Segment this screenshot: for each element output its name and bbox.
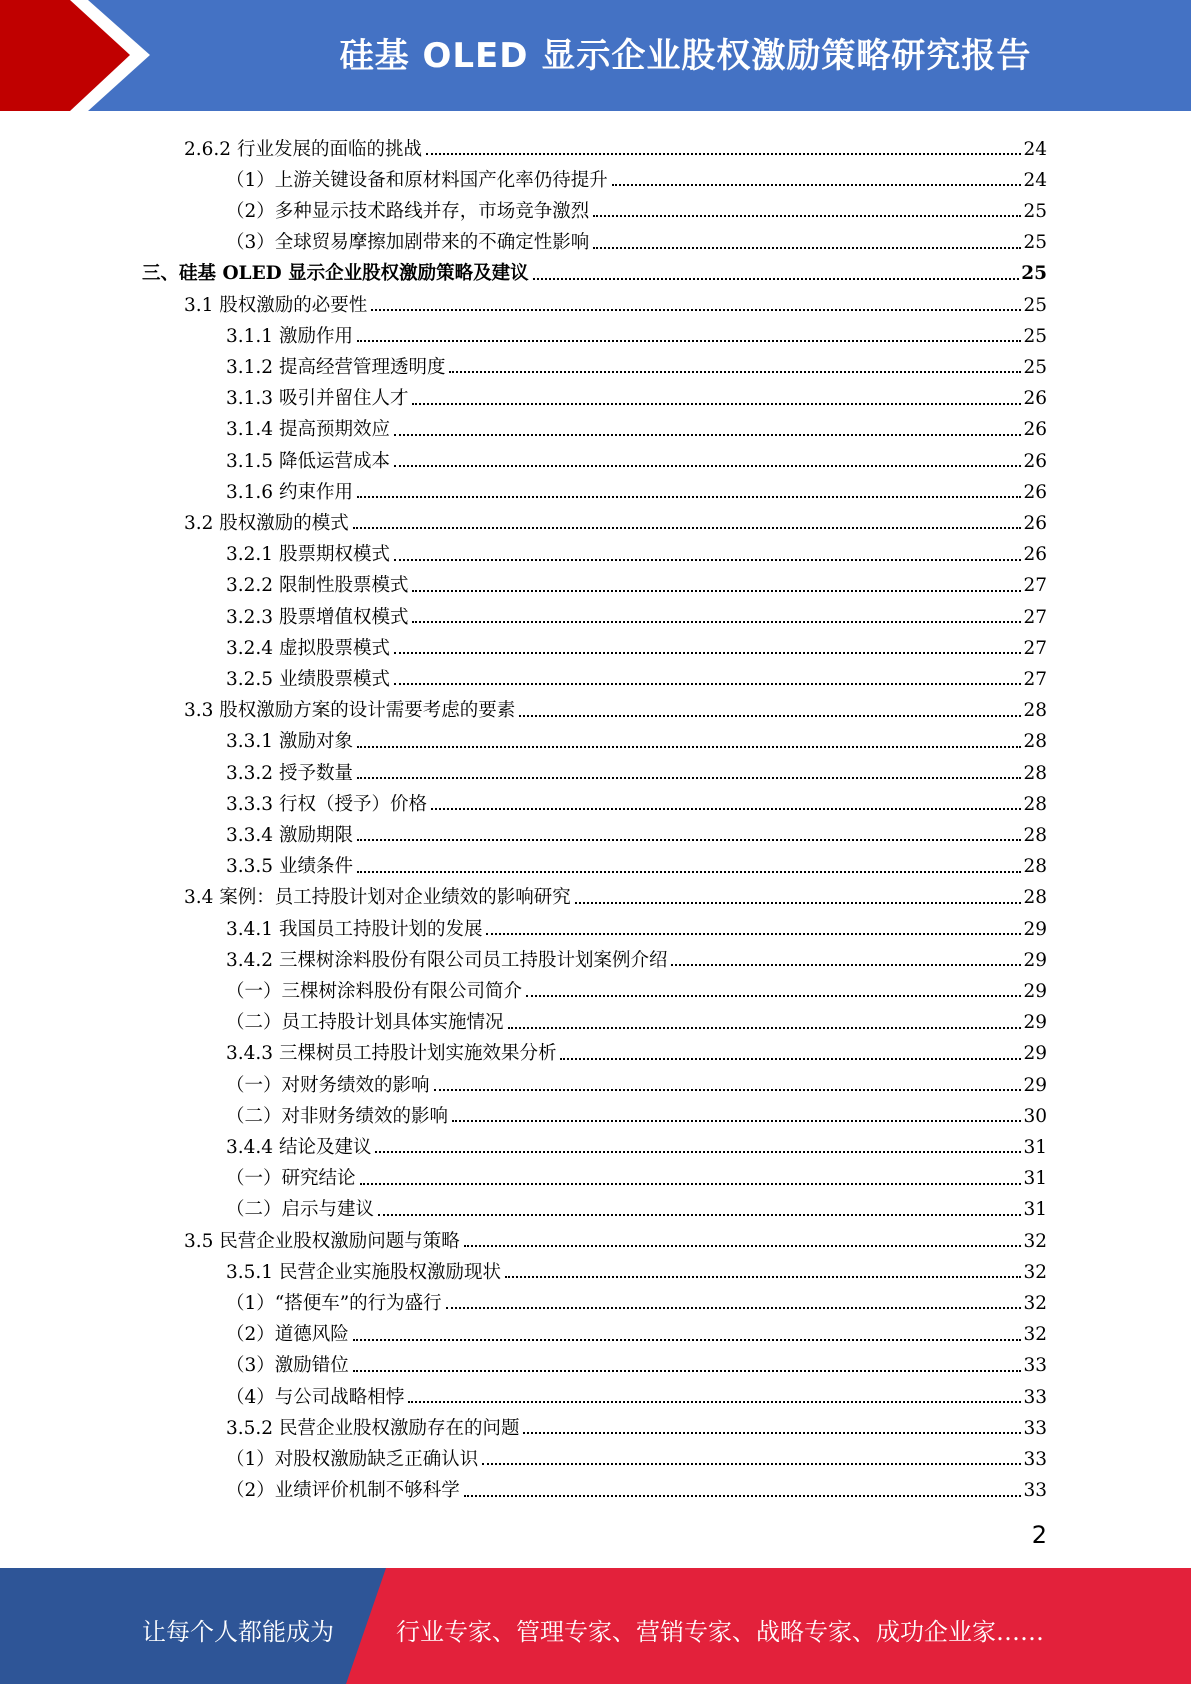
toc-entry-label: 3.4.4 结论及建议: [226, 1136, 372, 1158]
toc-leader-dots: [353, 1338, 1022, 1341]
toc-entry-page: 27: [1023, 668, 1047, 690]
toc-entry[interactable]: [226, 190, 1047, 221]
toc-entry[interactable]: [226, 939, 1047, 970]
toc-entry[interactable]: [226, 721, 1047, 752]
toc-entry-label: 3.4 案例：员工持股计划对企业绩效的影响研究: [184, 887, 571, 909]
toc-leader-dots: [371, 308, 1021, 311]
toc-entry-page: 27: [1023, 575, 1047, 597]
toc-entry-page: 24: [1023, 169, 1047, 191]
toc-entry-page: 28: [1023, 762, 1047, 784]
toc-entry[interactable]: [226, 1438, 1047, 1469]
toc-entry-page: 27: [1023, 637, 1047, 659]
toc-leader-dots: [412, 589, 1021, 592]
toc-leader-dots: [523, 1431, 1021, 1434]
toc-entry-label: （二）启示与建议: [226, 1199, 375, 1221]
page-number: 2: [1031, 1521, 1047, 1549]
toc-entry[interactable]: [184, 1220, 1047, 1251]
toc-entry[interactable]: [226, 534, 1047, 565]
toc-entry-label: 3.2.3 股票增值权模式: [226, 606, 409, 628]
toc-leader-dots: [593, 246, 1021, 249]
toc-entry-label: 3.3.4 激励期限: [226, 824, 353, 846]
toc-entry[interactable]: [226, 222, 1047, 253]
toc-entry[interactable]: [226, 1064, 1047, 1095]
toc-entry-page: 30: [1023, 1105, 1047, 1127]
toc-entry-page: 33: [1023, 1355, 1047, 1377]
toc-entry-page: 29: [1023, 1012, 1047, 1034]
toc-leader-dots: [464, 1244, 1022, 1247]
toc-entry-label: 3.4.2 三棵树涂料股份有限公司员工持股计划案例介绍: [226, 949, 668, 971]
toc-entry[interactable]: [226, 1314, 1047, 1345]
toc-entry[interactable]: [184, 284, 1047, 315]
toc-leader-dots: [671, 963, 1021, 966]
toc-entry-page: 32: [1023, 1230, 1047, 1252]
toc-leader-dots: [357, 745, 1022, 748]
toc-leader-dots: [357, 776, 1022, 779]
page-footer: [0, 1568, 1191, 1684]
toc-leader-dots: [519, 714, 1021, 717]
toc-entry[interactable]: [226, 1407, 1047, 1438]
toc-entry-label: 3.4.3 三棵树员工持股计划实施效果分析: [226, 1043, 557, 1065]
toc-entry[interactable]: [226, 596, 1047, 627]
toc-entry-label: 3.3.1 激励对象: [226, 731, 353, 753]
toc-entry-page: 28: [1023, 824, 1047, 846]
toc-entry[interactable]: [226, 908, 1047, 939]
toc-entry-page: 26: [1023, 512, 1047, 534]
toc-leader-dots: [505, 1275, 1021, 1278]
toc-entry-label: （2）多种显示技术路线并存，市场竞争激烈: [226, 200, 590, 222]
toc-entry-label: （3）激励错位: [226, 1355, 349, 1377]
toc-entry-label: 3.3.2 授予数量: [226, 762, 353, 784]
toc-entry-page: 29: [1023, 1043, 1047, 1065]
toc-entry-label: （1）上游关键设备和原材料国产化率仍待提升: [226, 169, 608, 191]
toc-entry[interactable]: [226, 846, 1047, 877]
toc-leader-dots: [360, 1182, 1022, 1185]
toc-entry-label: 3.3.3 行权（授予）价格: [226, 793, 427, 815]
toc-entry[interactable]: [226, 1470, 1047, 1501]
toc-entry[interactable]: [226, 783, 1047, 814]
toc-entry-label: 3.1 股权激励的必要性: [184, 294, 368, 316]
toc-entry[interactable]: [226, 409, 1047, 440]
toc-entry-page: 26: [1023, 388, 1047, 410]
toc-entry-page: 25: [1021, 263, 1047, 285]
toc-leader-dots: [394, 558, 1021, 561]
toc-entry[interactable]: [226, 814, 1047, 845]
toc-entry[interactable]: [142, 253, 1047, 284]
toc-entry[interactable]: [184, 128, 1047, 159]
toc-entry[interactable]: [226, 440, 1047, 471]
toc-entry[interactable]: [226, 1345, 1047, 1376]
toc-leader-dots: [533, 277, 1020, 280]
toc-entry-page: 26: [1023, 544, 1047, 566]
toc-leader-dots: [412, 402, 1021, 405]
toc-entry-page: 26: [1023, 450, 1047, 472]
toc-entry-page: 29: [1023, 949, 1047, 971]
toc-entry-page: 32: [1023, 1292, 1047, 1314]
toc-leader-dots: [446, 1306, 1022, 1309]
toc-leader-dots: [526, 994, 1021, 997]
toc-entry-page: 33: [1023, 1480, 1047, 1502]
toc-entry-label: 3.2.5 业绩股票模式: [226, 668, 390, 690]
toc-leader-dots: [452, 1119, 1021, 1122]
toc-entry-label: 三、硅基 OLED 显示企业股权激励策略及建议: [142, 263, 529, 285]
toc-entry-page: 26: [1023, 481, 1047, 503]
toc-entry-page: 32: [1023, 1261, 1047, 1283]
toc-entry[interactable]: [184, 690, 1047, 721]
toc-leader-dots: [593, 214, 1021, 217]
toc-entry-label: （二）对非财务绩效的影响: [226, 1105, 449, 1127]
toc-entry-page: 31: [1023, 1199, 1047, 1221]
toc-entry-page: 24: [1023, 138, 1047, 160]
toc-entry-label: 3.2.4 虚拟股票模式: [226, 637, 390, 659]
toc-entry-label: 3.3.5 业绩条件: [226, 856, 353, 878]
toc-leader-dots: [482, 1462, 1021, 1465]
toc-leader-dots: [612, 183, 1022, 186]
toc-entry-page: 28: [1023, 856, 1047, 878]
toc-entry-label: （二）员工持股计划具体实施情况: [226, 1012, 504, 1034]
toc-leader-dots: [412, 620, 1021, 623]
toc-leader-dots: [449, 370, 1021, 373]
toc-entry-label: 3.5.1 民营企业实施股权激励现状: [226, 1261, 501, 1283]
toc-leader-dots: [357, 870, 1022, 873]
toc-entry-label: 3.1.6 约束作用: [226, 481, 353, 503]
toc-leader-dots: [434, 1088, 1022, 1091]
toc-entry-label: （一）对财务绩效的影响: [226, 1074, 430, 1096]
toc-entry-page: 25: [1023, 356, 1047, 378]
toc-entry-label: （一）研究结论: [226, 1168, 356, 1190]
toc-entry[interactable]: [226, 565, 1047, 596]
toc-entry-page: 31: [1023, 1136, 1047, 1158]
toc-entry[interactable]: [226, 658, 1047, 689]
toc-entry-label: （1）“搭便车”的行为盛行: [226, 1292, 442, 1314]
toc-leader-dots: [357, 495, 1022, 498]
toc-leader-dots: [394, 651, 1021, 654]
toc-entry[interactable]: [226, 1126, 1047, 1157]
toc-entry-label: 3.4.1 我国员工持股计划的发展: [226, 918, 483, 940]
footer-slogan-left: 让每个人都能成为: [142, 1618, 334, 1646]
toc-entry-label: 3.5 民营企业股权激励问题与策略: [184, 1230, 460, 1252]
toc-leader-dots: [353, 1369, 1022, 1372]
toc-entry-label: （3）全球贸易摩擦加剧带来的不确定性影响: [226, 232, 590, 254]
toc-entry-page: 28: [1023, 731, 1047, 753]
toc-entry-label: 3.1.3 吸引并留住人才: [226, 388, 409, 410]
page-header: [0, 0, 1191, 111]
toc-leader-dots: [560, 1057, 1021, 1060]
toc-leader-dots: [431, 807, 1021, 810]
toc-entry-page: 33: [1023, 1448, 1047, 1470]
toc-entry[interactable]: [226, 378, 1047, 409]
toc-entry[interactable]: [226, 1282, 1047, 1313]
toc-entry-label: 3.1.1 激励作用: [226, 325, 353, 347]
toc-entry-label: （4）与公司战略相悖: [226, 1386, 405, 1408]
toc-entry-page: 33: [1023, 1386, 1047, 1408]
toc-entry[interactable]: [226, 752, 1047, 783]
toc-entry-label: 3.2 股权激励的模式: [184, 512, 349, 534]
toc-entry-label: 2.6.2 行业发展的面临的挑战: [184, 138, 422, 160]
toc-entry-page: 33: [1023, 1417, 1047, 1439]
toc-entry-page: 28: [1023, 793, 1047, 815]
toc-leader-dots: [357, 339, 1022, 342]
toc-entry-label: 3.1.4 提高预期效应: [226, 419, 390, 441]
toc-entry[interactable]: [226, 627, 1047, 658]
toc-entry-page: 28: [1023, 887, 1047, 909]
toc-leader-dots: [426, 152, 1021, 155]
toc-entry-page: 29: [1023, 980, 1047, 1002]
toc-entry-label: 3.2.2 限制性股票模式: [226, 575, 409, 597]
toc-entry[interactable]: [226, 1376, 1047, 1407]
toc-entry[interactable]: [226, 1251, 1047, 1282]
toc-entry[interactable]: [226, 1033, 1047, 1064]
toc-entry[interactable]: [226, 315, 1047, 346]
toc-entry-label: 3.3 股权激励方案的设计需要考虑的要素: [184, 700, 516, 722]
toc-entry-label: （一）三棵树涂料股份有限公司简介: [226, 980, 523, 1002]
toc-entry-page: 25: [1023, 232, 1047, 254]
toc-leader-dots: [464, 1494, 1022, 1497]
toc-entry[interactable]: [226, 471, 1047, 502]
toc-entry[interactable]: [226, 1002, 1047, 1033]
toc-entry-page: 25: [1023, 325, 1047, 347]
toc-entry[interactable]: [226, 1189, 1047, 1220]
toc-entry-page: 25: [1023, 200, 1047, 222]
toc-leader-dots: [353, 526, 1022, 529]
toc-entry-label: 3.1.2 提高经营管理透明度: [226, 356, 446, 378]
toc-leader-dots: [486, 932, 1021, 935]
toc-entry-page: 27: [1023, 606, 1047, 628]
toc-entry-label: （2）业绩评价机制不够科学: [226, 1480, 460, 1502]
toc-leader-dots: [408, 1400, 1021, 1403]
toc-entry-label: （2）道德风险: [226, 1324, 349, 1346]
toc-leader-dots: [575, 901, 1022, 904]
toc-leader-dots: [508, 1026, 1022, 1029]
toc-entry-page: 29: [1023, 918, 1047, 940]
toc-entry-page: 31: [1023, 1168, 1047, 1190]
toc-entry[interactable]: [184, 877, 1047, 908]
toc-entry-label: 3.1.5 降低运营成本: [226, 450, 390, 472]
toc-entry[interactable]: [226, 970, 1047, 1001]
toc-entry[interactable]: [226, 159, 1047, 190]
toc-entry[interactable]: [184, 502, 1047, 533]
toc-entry[interactable]: [226, 1095, 1047, 1126]
toc-entry-label: 3.2.1 股票期权模式: [226, 544, 390, 566]
toc-entry-page: 25: [1023, 294, 1047, 316]
toc-leader-dots: [394, 464, 1021, 467]
toc-entry-label: （1）对股权激励缺乏正确认识: [226, 1448, 479, 1470]
report-title: 硅基 OLED 显示企业股权激励策略研究报告: [339, 36, 1032, 76]
toc-entry-label: 3.5.2 民营企业股权激励存在的问题: [226, 1417, 520, 1439]
toc-leader-dots: [394, 682, 1021, 685]
toc-leader-dots: [357, 838, 1022, 841]
footer-slogan-right: 行业专家、管理专家、营销专家、战略专家、成功企业家……: [396, 1618, 1044, 1646]
toc-leader-dots: [394, 433, 1021, 436]
toc-entry-page: 29: [1023, 1074, 1047, 1096]
toc-leader-dots: [375, 1150, 1021, 1153]
toc-entry[interactable]: [226, 346, 1047, 377]
toc-entry[interactable]: [226, 1158, 1047, 1189]
toc-leader-dots: [378, 1213, 1021, 1216]
toc-entry-page: 32: [1023, 1324, 1047, 1346]
toc-entry-page: 28: [1023, 700, 1047, 722]
toc-entry-page: 26: [1023, 419, 1047, 441]
